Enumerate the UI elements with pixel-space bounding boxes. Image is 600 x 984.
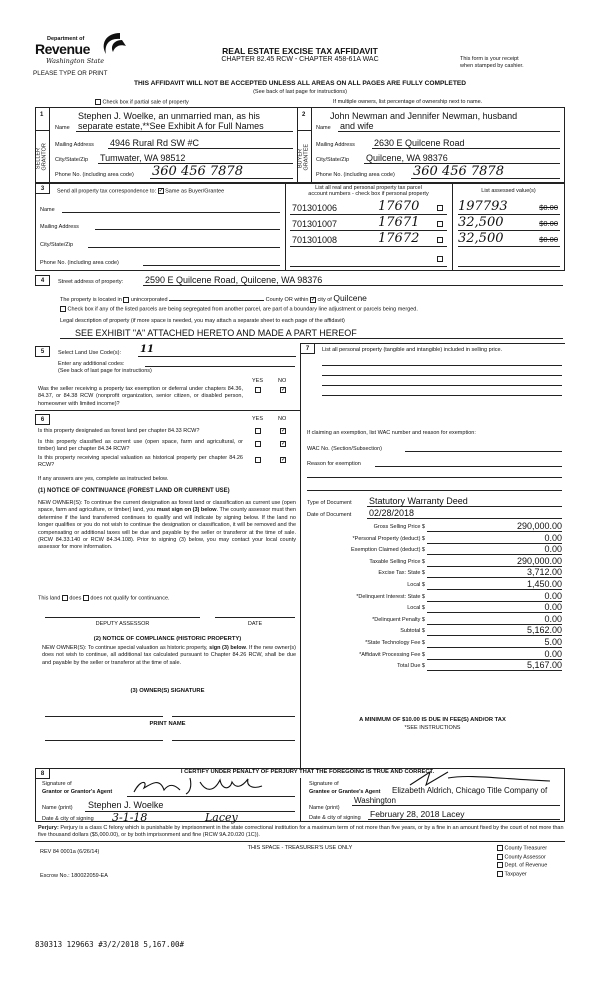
copy-checkbox[interactable] (497, 845, 547, 851)
checkbox[interactable] (497, 862, 503, 868)
amount-label: Subtotal $ (400, 628, 425, 635)
assessed-header: List assessed value(s) (481, 188, 536, 194)
assessed-value[interactable]: 32,500 (458, 215, 504, 230)
seller-name-line2[interactable]: separate estate,**See Exhibit A for Full Names (78, 121, 264, 131)
section-number: 3 (35, 183, 50, 194)
section-number: 4 (35, 275, 50, 286)
underline (127, 796, 295, 797)
label: City/State/Zip (316, 157, 350, 163)
label: Dept. of Revenue (504, 862, 548, 869)
owner-signature-field[interactable] (45, 716, 163, 717)
property-city[interactable]: Quilcene (333, 293, 367, 303)
parcel-handwritten-note: 17671 (378, 215, 420, 230)
label: Signature of (42, 781, 72, 787)
label: Legal description of property (if more space is needed, you may attach a separate sheet to each page of the affidavit) (60, 318, 345, 324)
location-row (60, 293, 367, 303)
notice-continuance-title: (1) NOTICE OF CONTINUANCE (FOREST LAND OR CURRENT USE) (38, 488, 230, 494)
label: DEPUTY ASSESSOR (95, 621, 150, 627)
receipt-note-2: when stamped by cashier. (460, 63, 524, 69)
text: . The county assessor must then determine if the land transferred continues to qualify and will indicate by signing below. If the land no longer qualifies or you do not wish to continue the designation or classification, it will be removed and the compensating or additional taxes will be due and payable by the seller or transferor at the time of sale. (RCW 84.33.140 or RCW 84.34.108). Prior to signing (3) below, you may contact your local county assessor for more information. (38, 507, 296, 551)
label: Enter any additional codes: (58, 361, 125, 367)
copy-checkbox[interactable] (497, 862, 547, 868)
logo-wave-icon (98, 30, 128, 58)
amount-value[interactable]: 0.00 (544, 590, 562, 601)
please-type: PLEASE TYPE OR PRINT (33, 70, 108, 77)
amount-value[interactable]: 0.00 (544, 602, 562, 613)
grantee-printed-name-line2[interactable]: Washington (354, 796, 396, 805)
owner-signature-title: (3) OWNER(S) SIGNATURE (130, 688, 205, 694)
yes-checkbox[interactable] (255, 457, 261, 463)
grantor-sign-date[interactable]: 3-1-18 (112, 811, 148, 824)
label: Taxpayer (504, 870, 527, 877)
city-checkbox[interactable]: ✓ (310, 296, 316, 303)
label: County Assessor (504, 853, 546, 860)
amount-label: Total Due $ (397, 663, 425, 670)
yes-header: YES (252, 378, 264, 384)
seller-grantor-label: SELLER GRANTOR (35, 143, 47, 171)
personal-property-line[interactable] (322, 395, 562, 396)
printed-assessed-value: $0.00 (539, 235, 558, 244)
amount-value[interactable]: 0.00 (544, 613, 562, 624)
text: sign (3) below (209, 645, 246, 651)
amount-label: Excise Tax: State $ (378, 570, 425, 577)
correspondence-city-field[interactable] (88, 247, 280, 248)
grantor-sign-city[interactable]: Lacey (205, 811, 238, 824)
grantee-sign-date-city[interactable]: February 28, 2018 Lacey (370, 809, 465, 819)
correspondence-name-field[interactable] (62, 212, 280, 213)
label: Signature of (309, 781, 339, 787)
no-header: NO (278, 378, 287, 384)
underline (108, 148, 293, 149)
partial-sale-checkbox[interactable] (95, 99, 189, 105)
label: (See back of last page for instructions) (58, 368, 152, 374)
instruction: If any answers are yes, complete as instructed below. (38, 476, 169, 482)
receipt-note-1: This form is your receipt (460, 56, 519, 62)
divider (35, 841, 565, 842)
underline (411, 178, 560, 179)
underline (367, 518, 562, 519)
text: NEW OWNER(S): To continue the current designation as forest land or classification as current use (open space, farm and agriculture, or timber) land, you (38, 500, 296, 514)
buyer-name-line1[interactable]: John Newman and Jennifer Newman, husband (330, 111, 518, 121)
grantee-signature[interactable] (400, 770, 560, 786)
label: Reason for exemption (307, 461, 361, 467)
label: Date & city of signing (42, 816, 94, 822)
parcel-number[interactable]: 701301008 (292, 235, 338, 245)
label: County Treasurer (504, 845, 548, 852)
label: Name (316, 125, 331, 131)
divider (300, 343, 565, 344)
does-not-checkbox[interactable] (83, 595, 89, 601)
personal-property-checkbox[interactable] (437, 256, 443, 262)
yes-checkbox[interactable] (255, 387, 261, 393)
text: NEW OWNER(S): To continue special valuation as historic property, (42, 645, 210, 651)
label: Name (55, 125, 70, 131)
checkbox[interactable] (497, 845, 503, 851)
label: Date & city of signing (309, 815, 361, 821)
amount-label: Local $ (407, 605, 425, 612)
escrow-number: Escrow No.: 180022059-EA (40, 873, 108, 879)
personal-property-line[interactable] (322, 385, 562, 386)
underline (290, 266, 447, 267)
divider (35, 410, 300, 411)
copy-checkbox[interactable] (497, 854, 546, 860)
label: city of (317, 297, 332, 303)
amount-value[interactable]: 0.00 (544, 648, 562, 659)
underline (150, 178, 293, 179)
amount-label: Taxable Selling Price $ (369, 558, 425, 565)
section-number: 5 (35, 346, 50, 357)
label: City/State/Zip (55, 157, 89, 163)
label: Grantee or Grantee's Agent (309, 789, 381, 795)
amount-value[interactable]: 0.00 (544, 532, 562, 543)
personal-property-line[interactable] (322, 375, 562, 376)
personal-property-line[interactable] (322, 365, 562, 366)
warning: THIS AFFIDAVIT WILL NOT BE ACCEPTED UNLESS ALL AREAS ON ALL PAGES ARE FULLY COMPLETED (133, 80, 467, 87)
buyer-name-line2[interactable]: and wife (340, 121, 374, 131)
underline (76, 131, 293, 132)
checkbox[interactable] (95, 99, 101, 105)
notice-compliance-text (42, 645, 296, 667)
parcel-number[interactable]: 701301006 (292, 203, 338, 213)
underline (352, 805, 560, 806)
grantee-printed-name-line1[interactable]: Elizabeth Aldrich, Chicago Title Company of (392, 786, 548, 795)
underline (458, 266, 560, 267)
reason-field[interactable] (375, 466, 562, 467)
logo-state: Washington State (46, 57, 105, 65)
correspondence-mail-field[interactable] (95, 229, 280, 230)
parcel-header: List all real and personal property tax parcel (315, 185, 422, 191)
label: DATE (247, 621, 263, 627)
legal-description[interactable]: SEE EXHIBIT "A" ATTACHED HERETO AND MADE A PART HEREOF (75, 328, 357, 338)
owner-signature-field[interactable] (172, 716, 295, 717)
amount-label: *Delinquent Interest: State $ (356, 593, 425, 600)
assessed-value[interactable]: 32,500 (458, 231, 504, 246)
seller-phone[interactable]: 360 456 7878 (152, 164, 243, 179)
notice-compliance-title: (2) NOTICE OF COMPLIANCE (HISTORIC PROPERTY) (93, 636, 242, 642)
label: Phone No. (including area code) (55, 172, 134, 178)
segregated-row (60, 306, 418, 312)
label: Same as Buyer/Grantee (165, 188, 225, 195)
label: WAC No. (Section/Subsection) (307, 446, 382, 452)
label: unincorporated (130, 297, 168, 303)
amount-value[interactable]: 290,000.00 (516, 555, 562, 566)
divider (297, 130, 312, 131)
county-field[interactable] (169, 300, 264, 301)
personal-property-checkbox[interactable] (437, 221, 443, 227)
label: Name (print) (309, 805, 340, 811)
cashier-stamp: 830313 129663 #3/2/2018 5,167.00# (35, 940, 185, 949)
label: Street address of property: (58, 279, 124, 285)
amount-label: *Personal Property (deduct) $ (352, 535, 425, 542)
correspondence-phone-field[interactable] (143, 265, 280, 266)
segregated-checkbox[interactable] (60, 306, 66, 312)
underline (290, 214, 447, 215)
yes-checkbox[interactable] (255, 428, 261, 434)
buyer-phone[interactable]: 360 456 7878 (413, 164, 504, 179)
column-divider (300, 343, 301, 768)
text: Perjury is a class C felony which is punishable by imprisonment in the state correctional institution for a maximum term of not more than five years, or by a fine in an amount fixed by the court of not more than five thousand dollars ($5,000.00), or by both imprisonment and fine (RCW 9A.20.020 (1C)). (38, 825, 564, 839)
logo-dept: Department of (47, 36, 85, 42)
notice-continuance-text (38, 500, 296, 552)
parcel-handwritten-note: 17670 (378, 199, 420, 214)
label: City/State/Zip (40, 242, 74, 248)
see-instructions: *SEE INSTRUCTIONS (404, 725, 461, 731)
label: The property is located in (60, 297, 122, 303)
parcel-header: account numbers - check box if personal property (308, 191, 429, 197)
no-checkbox[interactable]: ✓ (281, 387, 287, 393)
reason-field[interactable] (307, 490, 562, 491)
text: . If the new owner(s) does not wish to continue, all additional tax calculated pursuant to Chapter 84.26 RCW, shall be due and payable by the seller or transferor at the time of sale. (42, 645, 296, 666)
send-correspondence (57, 188, 224, 194)
label: Phone No. (including area code) (40, 260, 119, 266)
underline (427, 670, 562, 671)
perjury-notice (38, 825, 565, 840)
personal-property-checkbox[interactable] (437, 205, 443, 211)
label: Mailing Address (55, 142, 94, 148)
label: Select Land Use Code(s): (58, 350, 121, 356)
section-number: 1 (40, 112, 44, 118)
multiple-owners-note: If multiple owners, list percentage of ownership next to name. (333, 99, 483, 105)
label: This land (38, 595, 61, 602)
form-revision: REV 84 0001a (6/26/14) (40, 849, 100, 855)
does-checkbox[interactable] (62, 595, 68, 601)
underline (367, 506, 562, 507)
no-checkbox[interactable]: ✓ (281, 457, 287, 463)
grantor-printed-name[interactable]: Stephen J. Woelke (88, 800, 164, 810)
section-number: 7 (300, 343, 315, 354)
underline (458, 246, 560, 247)
text: must sign on (3) below (156, 507, 217, 514)
assessor-date[interactable] (215, 617, 295, 618)
amount-value[interactable]: 5,162.00 (526, 625, 562, 636)
divider (300, 778, 301, 822)
see-back: (See back of last page for instructions) (253, 89, 347, 95)
no-checkbox[interactable]: ✓ (281, 441, 287, 447)
additional-codes-field[interactable] (145, 366, 295, 367)
deputy-assessor-signature[interactable] (45, 617, 200, 618)
underline (290, 246, 447, 247)
label: Check box if any of the listed parcels are being segregated from another parcel, are part of a boundary line adjustment or parcels being merged. (67, 306, 418, 313)
seller-city-state-zip[interactable]: Tumwater, WA 98512 (100, 153, 186, 163)
dor-logo (33, 28, 133, 70)
section-number: 2 (302, 112, 306, 118)
unincorporated-checkbox[interactable] (123, 297, 129, 303)
current-use-question: Is this property classified as current use (open space, farm and agricultural, or timber) land per chapter 84.34 RCW? (38, 439, 243, 453)
amount-label: Local $ (407, 582, 425, 588)
form-subtitle: CHAPTER 82.45 RCW - CHAPTER 458-61A WAC (221, 56, 379, 63)
amount-value[interactable]: 5,167.00 (526, 660, 562, 671)
print-name-field[interactable] (172, 740, 295, 741)
label: Name (print) (42, 805, 73, 811)
amount-label: *Affidavit Processing Fee $ (359, 651, 425, 658)
label: Mailing Address (316, 142, 355, 148)
property-street-address[interactable]: 2590 E Quilcene Road, Quilcene, WA 98376 (145, 275, 323, 285)
amount-value[interactable]: 3,712.00 (526, 567, 562, 578)
yes-header: YES (252, 416, 264, 422)
certification: I CERTIFY UNDER PENALTY OF PERJURY THAT THE FOREGOING IS TRUE AND CORRECT. (180, 769, 435, 775)
label: Phone No. (including area code) (316, 172, 395, 178)
wac-field[interactable] (405, 451, 562, 452)
reason-field[interactable] (307, 477, 562, 478)
buyer-mailing-address[interactable]: 2630 E Quilcene Road (374, 138, 465, 148)
printed-assessed-value: $0.00 (539, 203, 558, 212)
seller-mailing-address[interactable]: 4946 Rural Rd SW #C (110, 138, 200, 148)
forest-land-question: Is this property designated as forest land per chapter 84.33 RCW? (38, 428, 200, 434)
form-title: REAL ESTATE EXCISE TAX AFFIDAVIT (222, 46, 378, 56)
underline (60, 338, 563, 339)
minimum-due-note: A MINIMUM OF $10.00 IS DUE IN FEE(S) AND/OR TAX (359, 717, 506, 723)
label: does (69, 595, 82, 602)
text: Perjury: (38, 825, 59, 831)
label: List all personal property (tangible and intangible) included in selling price. (322, 347, 503, 353)
label: does not qualify for continuance. (90, 595, 170, 602)
copy-checkbox[interactable] (497, 871, 527, 877)
label: Type of Document (307, 500, 352, 506)
divider (452, 183, 453, 271)
label: Name (40, 207, 55, 213)
buyer-city-state-zip[interactable]: Quilcene, WA 98376 (366, 153, 448, 163)
amount-value[interactable]: 290,000.00 (516, 521, 562, 531)
amount-label: Exemption Claimed (deduct) $ (351, 547, 425, 554)
parcel-number[interactable]: 701301007 (292, 219, 338, 229)
document-type[interactable]: Statutory Warranty Deed (369, 496, 468, 506)
partial-sale-label: Check box if partial sale of property (102, 99, 189, 106)
print-name-label: PRINT NAME (149, 721, 186, 727)
no-header: NO (278, 416, 287, 422)
logo-revenue: Revenue (35, 41, 90, 57)
label: Mailing Address (40, 224, 79, 230)
label: County OR within (265, 297, 309, 303)
amount-value[interactable]: 0.00 (544, 544, 562, 555)
historic-question: Is this property receiving special valuation as historical property per chapter 84.26 RCW? (38, 455, 243, 469)
underline (338, 131, 560, 132)
qualify-row (38, 595, 170, 601)
label: Send all property tax correspondence to: (57, 188, 157, 195)
underline (372, 148, 560, 149)
grantor-signature[interactable] (130, 774, 270, 796)
yes-checkbox[interactable] (255, 441, 261, 447)
amount-label: Gross Selling Price $ (373, 524, 425, 530)
amount-value[interactable]: 5.00 (544, 637, 562, 647)
personal-property-checkbox[interactable] (437, 237, 443, 243)
underline (143, 285, 563, 286)
underline (368, 819, 560, 820)
divider (35, 130, 50, 131)
label: Grantor or Grantor's Agent (42, 789, 113, 795)
underline (108, 821, 295, 822)
same-as-buyer-checkbox[interactable]: ✓ (158, 188, 164, 194)
label: If claiming an exemption, list WAC number and reason for exemption: (307, 430, 476, 436)
assessed-value[interactable]: 197793 (458, 199, 508, 214)
seller-name-line1[interactable]: Stephen J. Woelke, an unmarried man, as his (78, 111, 260, 121)
no-checkbox[interactable]: ✓ (281, 428, 287, 434)
amount-value[interactable]: 1,450.00 (526, 579, 562, 589)
amount-label: *Delinquent Penalty $ (372, 616, 425, 623)
underline (290, 230, 447, 231)
section-number: 8 (35, 768, 50, 779)
label: Date of Document (307, 512, 352, 518)
exemption-question: Was the seller receiving a property tax exemption or deferral under chapters 84.36, 84.37, or 84.38 RCW (nonprofit organization, senior citizen, or disabled person, homeowner with limited income)? (38, 386, 243, 407)
parcel-handwritten-note: 17672 (378, 231, 420, 246)
section-number: 6 (35, 414, 50, 425)
print-name-field[interactable] (45, 740, 163, 741)
document-date[interactable]: 02/28/2018 (369, 508, 415, 518)
printed-assessed-value: $0.00 (539, 219, 558, 228)
buyer-grantee-label: BUYER GRANTEE (297, 143, 309, 171)
checkbox[interactable] (497, 854, 503, 860)
land-use-code[interactable]: 11 (140, 344, 154, 355)
checkbox[interactable] (497, 871, 503, 877)
amount-label: *State Technology Fee $ (365, 640, 425, 646)
underline (138, 356, 296, 357)
treasurer-space: THIS SPACE - TREASURER'S USE ONLY (247, 845, 353, 851)
